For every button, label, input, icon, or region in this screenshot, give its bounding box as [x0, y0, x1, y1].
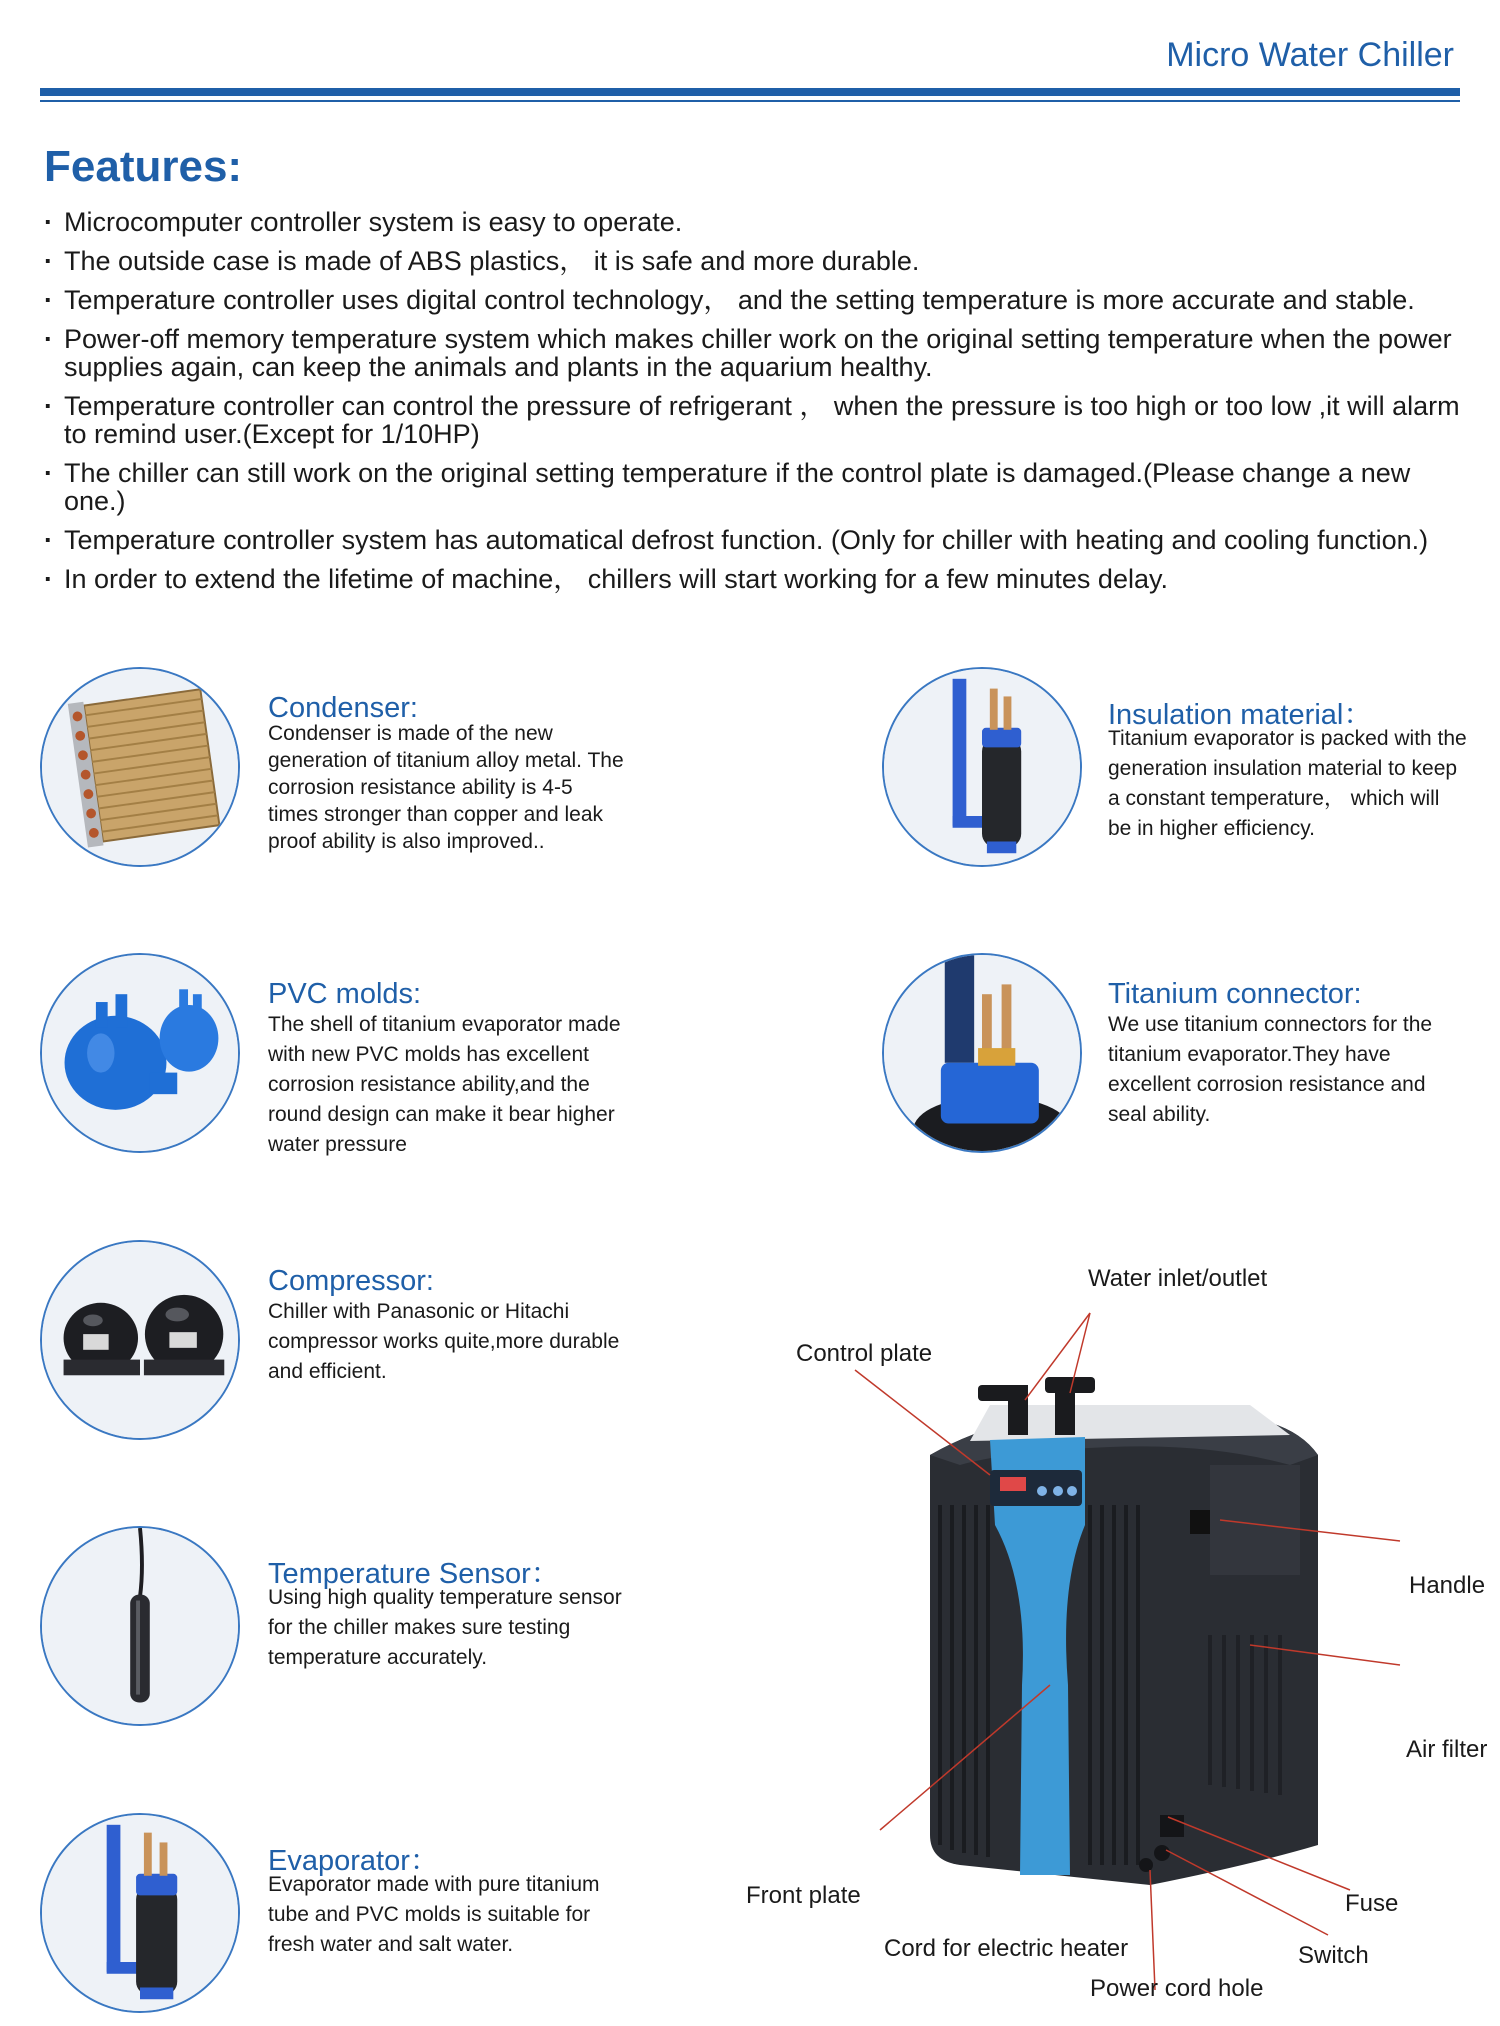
titanium-connector-title: Titanium connector: [1108, 978, 1362, 1010]
header-divider-thin [40, 100, 1460, 102]
pvc-molds-icon [40, 953, 240, 1153]
temperature-sensor-description: Using high quality temperature sensor for the chiller makes sure testing temperature accurately. [268, 1586, 622, 1669]
titanium-connector-icon [882, 953, 1082, 1153]
label-air-filter: Air filter [1406, 1736, 1488, 1763]
compressor-title: Compressor: [268, 1265, 434, 1297]
header-divider [40, 88, 1460, 96]
features-heading: Features: [44, 142, 243, 191]
titanium-connector-description: We use titanium connectors for the titanium evaporator.They have excellent corrosion resistance and seal ability. [1108, 1013, 1433, 1126]
evaporator-icon [40, 1813, 240, 2013]
label-front-plate: Front plate [746, 1882, 861, 1909]
insulation-title: Insulation material： [1108, 699, 1373, 731]
compressor-description: Chiller with Panasonic or Hitachi compressor works quite,more durable and efficient. [268, 1300, 620, 1383]
label-switch: Switch [1298, 1942, 1369, 1969]
features-list [40, 208, 1460, 604]
switch-knob [1154, 1845, 1170, 1861]
condenser-title: Condenser: [268, 692, 418, 724]
label-water-inlet-outlet: Water inlet/outlet [1088, 1265, 1268, 1292]
pvc-molds-title: PVC molds: [268, 978, 422, 1010]
evaporator-title: Evaporator： [268, 1845, 439, 1877]
feature-item: · The chiller can still work on the original setting temperature if the control plate is damaged.(Please change a new one.) [40, 459, 1460, 515]
feature-item: · Power-off memory temperature system which makes chiller work on the original setting temperature when the power supplies again, can keep the animals and plants in the aquarium healthy. [40, 325, 1460, 381]
label-fuse: Fuse [1345, 1890, 1399, 1917]
label-power-cord-hole: Power cord hole [1090, 1975, 1264, 2002]
feature-item: · Temperature controller system has automatical defrost function. (Only for chiller with heating and cooling function.) [40, 526, 1460, 554]
label-control-plate: Control plate [796, 1340, 933, 1367]
condenser-description: Condenser is made of the new generation of titanium alloy metal. The corrosion resistance ability is 4-5 times stronger than copper and leak proof ability is also improved.. [268, 722, 624, 853]
temperature-sensor-title: Temperature Sensor： [268, 1558, 560, 1590]
label-handle: Handle [1409, 1572, 1486, 1599]
label-cord-heater: Cord for electric heater [884, 1935, 1129, 1962]
feature-item: · Temperature controller can control the pressure of refrigerant ， when the pressure is too high or too low ,it will alarm to remind user.(Except for 1/10HP) [40, 392, 1460, 448]
feature-item: · The outside case is made of ABS plastics， it is safe and more durable. [40, 247, 1460, 275]
power-cord-hole [1139, 1858, 1153, 1872]
condenser-icon [40, 667, 240, 867]
insulation-icon [882, 667, 1082, 867]
feature-item: · Microcomputer controller system is easy to operate. [40, 208, 1460, 236]
temperature-sensor-icon [40, 1526, 240, 1726]
feature-item: · In order to extend the lifetime of machine， chillers will start working for a few minutes delay. [40, 565, 1460, 593]
feature-item: · Temperature controller uses digital control technology， and the setting temperature is more accurate and stable. [40, 286, 1460, 314]
pvc-molds-description: The shell of titanium evaporator made with new PVC molds has excellent corrosion resistance ability,and the round design can make it bear higher water pressure [268, 1013, 621, 1156]
compressor-icon [40, 1240, 240, 1440]
page-title: Micro Water Chiller [1166, 36, 1454, 74]
insulation-description: Titanium evaporator is packed with the generation insulation material to keep a constant temperature， which will be in higher efficiency. [1108, 727, 1467, 840]
evaporator-description: Evaporator made with pure titanium tube and PVC molds is suitable for fresh water and salt water. [268, 1873, 600, 1956]
